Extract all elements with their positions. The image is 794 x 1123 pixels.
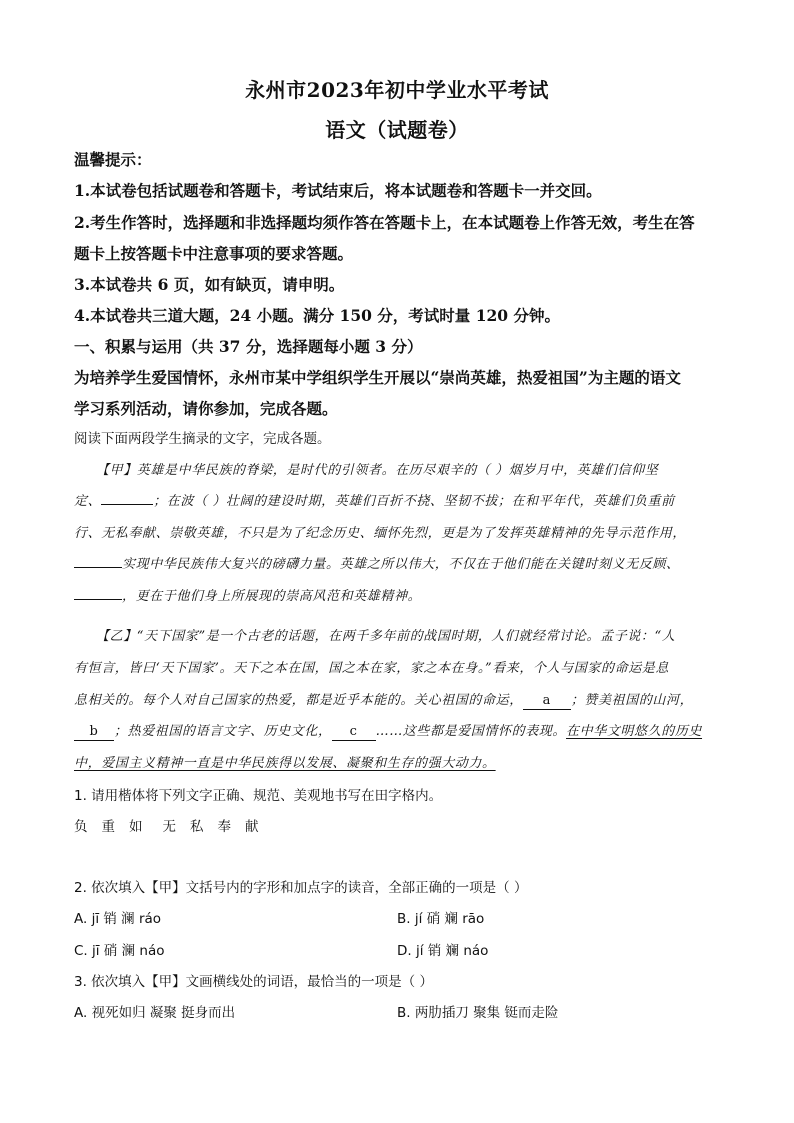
underlined-sentence-part-2: 中，爱国主义精神一直是中华民族得以发展、凝聚和生存的强大动力。 <box>74 756 496 771</box>
section-1-intro-line-1: 为培养学生爱国情怀，永州市某中学组织学生开展以“崇尚英雄，热爱祖国”为主题的语文 <box>74 368 681 387</box>
question-3-stem: 3. 依次填入【甲】文画横线处的词语，最恰当的一项是（ ） <box>74 974 433 990</box>
blank-a: a <box>523 693 571 710</box>
passage-jia-line-2 <box>74 491 734 513</box>
passage-yi-line-2: 有恒言，皆曰‘天下国家’。天下之本在国，国之本在家，家之本在身。”看来，个人与国家的命运是息 <box>74 661 670 676</box>
blank-b: b <box>74 724 114 741</box>
exam-title: 永州市2023年初中学业水平考试 <box>245 78 549 102</box>
section-1-heading: 一、积累与运用（共 37 分，选择题每小题 3 分） <box>74 337 423 356</box>
tip-2-line-2: 题卡上按答题卡中注意事项的要求答题。 <box>74 244 354 263</box>
blank-line-2 <box>74 567 122 568</box>
tips-heading: 温馨提示： <box>74 150 152 169</box>
question-1-text <box>74 816 734 838</box>
tip-2-line-1: 2.考生作答时，选择题和非选择题均须作答在答题卡上，在本试题卷上作答无效，考生在答 <box>74 213 695 232</box>
passage-yi-line-4-start: ；热爱祖国的语言文字、历史文化， <box>114 724 332 739</box>
passage-yi-line-3-mid: ；赞美祖国的山河， <box>570 693 694 708</box>
section-1-intro-line-2: 学习系列活动，请你参加，完成各题。 <box>74 399 338 418</box>
tip-1: 1.本试卷包括试题卷和答题卡，考试结束后，将本试题卷和答题卡一并交回。 <box>74 181 602 200</box>
passage-jia-line-2-rest: ；在波（ ）壮阔的建设时期，英雄们百折不挠、坚韧不拔；在和平年代，英雄们负重前 <box>153 494 675 509</box>
tip-4: 4.本试卷共三道大题，24 小题。满分 150 分，考试时量 120 分钟。 <box>74 306 560 325</box>
passage-yi-line-4-mid: ……这些都是爱国情怀的表现。 <box>375 724 567 739</box>
question-2-option-b[interactable]: B. jí 硝 斓 rāo <box>397 911 485 927</box>
blank-line-1 <box>101 504 153 505</box>
exam-subtitle: 语文（试题卷） <box>325 118 469 142</box>
blank-line-3 <box>74 599 122 600</box>
passage-jia-line-3: 行、无私奉献、崇敬英雄，不只是为了纪念历史、缅怀先烈，更是为了发挥英雄精神的先导示范作用， <box>74 526 687 541</box>
passage-yi-line-3-start: 息相关的。每个人对自己国家的热爱，都是近乎本能的。关心祖国的命运， <box>74 693 523 708</box>
question-3-option-b[interactable]: B. 两肋插刀 聚集 铤而走险 <box>397 1005 559 1021</box>
passage-jia-line-2-start: 定、 <box>74 494 102 509</box>
question-1-stem: 1. 请用楷体将下列文字正确、规范、美观地书写在田字格内。 <box>74 788 443 804</box>
question-3-option-a[interactable]: A. 视死如归 凝聚 挺身而出 <box>74 1005 236 1021</box>
passage-yi-line-3 <box>74 690 734 712</box>
underlined-sentence-part-1: 在中华文明悠久的历史 <box>566 724 703 739</box>
passage-jia-line-4 <box>74 554 734 576</box>
question-2-stem: 2. 依次填入【甲】文括号内的字形和加点字的读音，全部正确的一项是（ ） <box>74 880 528 896</box>
question-1-text-part-2: 无私奉献 <box>162 819 273 835</box>
blank-c: c <box>332 724 376 741</box>
question-1-text-part-1: 负重如 <box>74 819 157 835</box>
section-1-instruction: 阅读下面两段学生摘录的文字，完成各题。 <box>74 431 331 447</box>
passage-jia-line-5 <box>74 586 734 608</box>
passage-jia-line-5-rest: ，更在于他们身上所展现的崇高风范和英雄精神。 <box>122 589 422 604</box>
passage-jia-line-1: 【甲】英雄是中华民族的脊梁，是时代的引领者。在历尽艰辛的（ ）烟岁月中，英雄们信仰坚 <box>96 463 659 478</box>
passage-yi-line-5 <box>74 753 734 775</box>
question-2-option-a[interactable]: A. jī 销 澜 ráo <box>74 911 162 927</box>
passage-jia-line-4-rest: 实现中华民族伟大复兴的磅礴力量。英雄之所以伟大，不仅在于他们能在关键时刻义无反顾、 <box>122 557 680 572</box>
question-2-option-d[interactable]: D. jí 销 斓 náo <box>397 943 489 959</box>
passage-yi-line-1: 【乙】“天下国家”是一个古老的话题，在两千多年前的战国时期，人们就经常讨论。孟子说：“人 <box>96 629 676 644</box>
passage-yi-line-4 <box>74 721 734 743</box>
tip-3: 3.本试卷共 6 页，如有缺页，请申明。 <box>74 275 345 294</box>
question-2-option-c[interactable]: C. jī 硝 澜 náo <box>74 943 165 959</box>
